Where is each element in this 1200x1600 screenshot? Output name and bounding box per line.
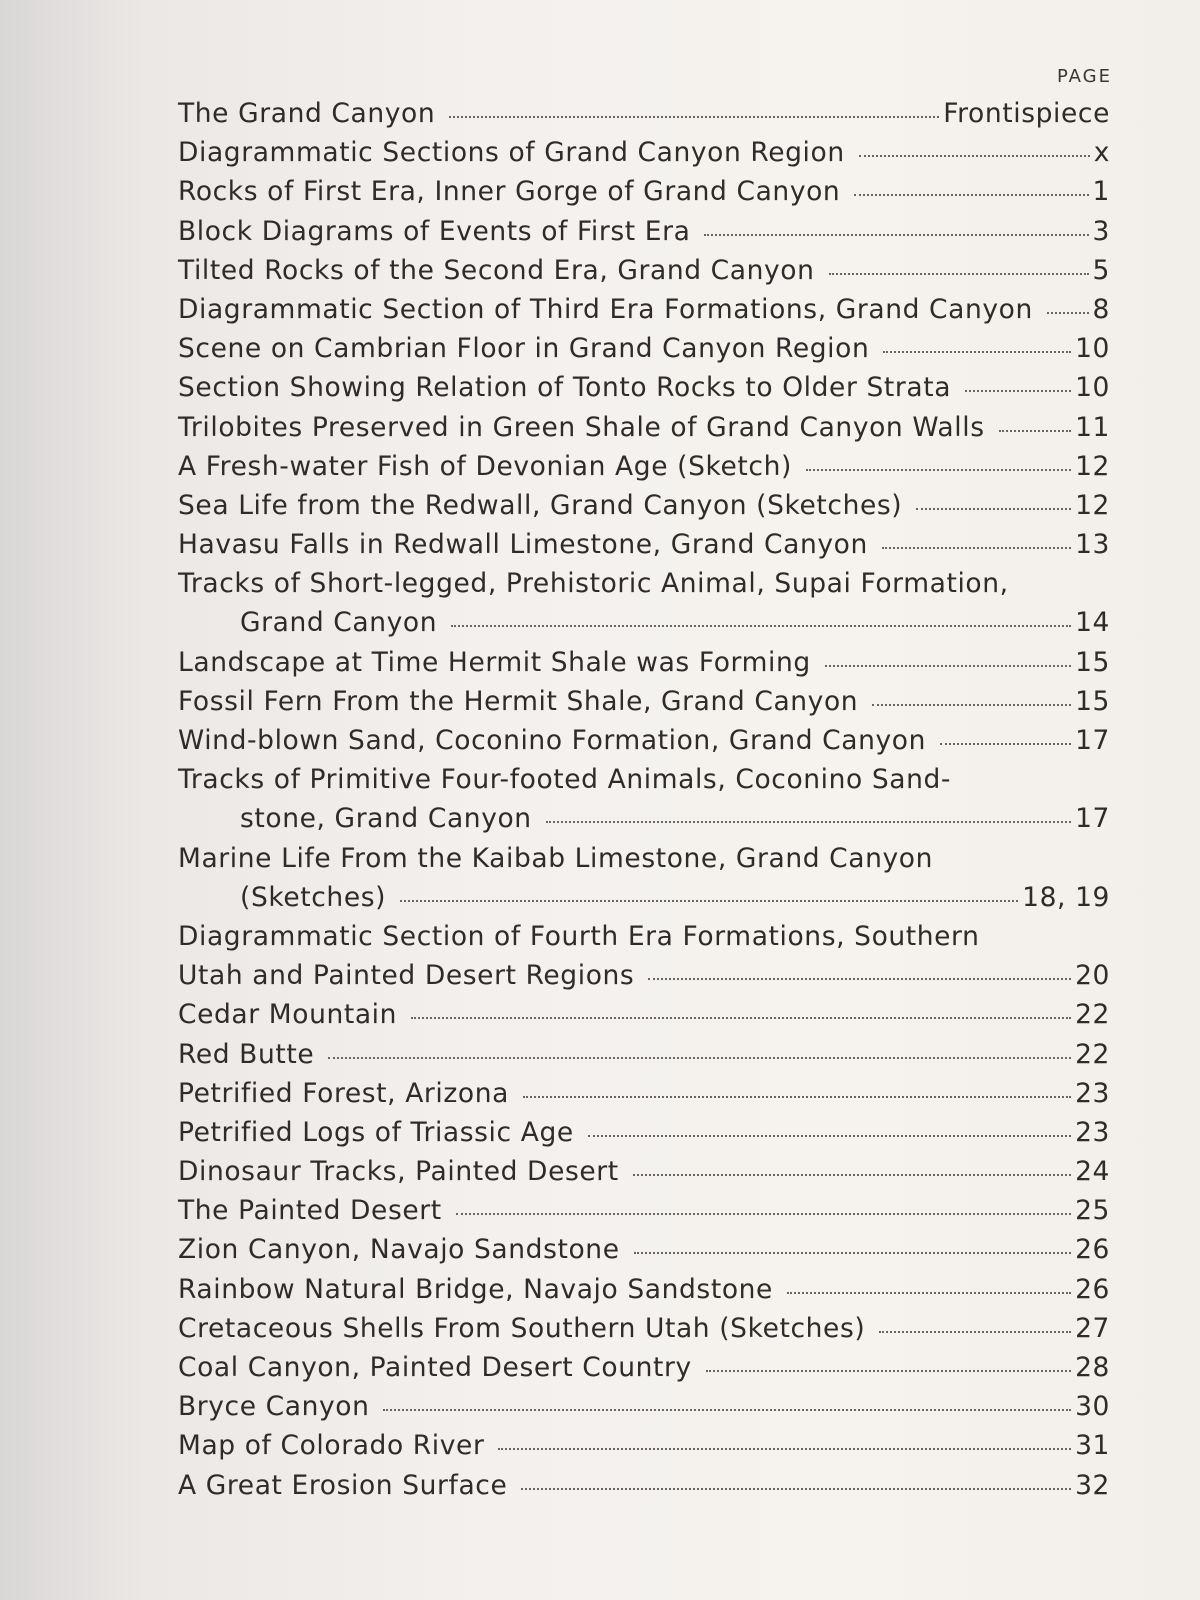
- toc-entry: [178, 525, 1110, 564]
- toc-entry: [178, 760, 1110, 838]
- toc-entry-title: A Fresh-water Fish of Devonian Age (Sketch): [178, 450, 792, 482]
- toc-entry-line: [178, 603, 1110, 642]
- toc-entry: [178, 486, 1110, 525]
- toc-entry-line: [178, 1270, 1110, 1309]
- dot-leader: [787, 1292, 1071, 1294]
- toc-entry-line: [178, 1387, 1110, 1426]
- toc-entry-page-number: 3: [1092, 215, 1110, 247]
- toc-entry-title: Rainbow Natural Bridge, Navajo Sandstone: [178, 1273, 773, 1305]
- toc-entry-page-number: 10: [1075, 372, 1110, 404]
- toc-entry-line: [178, 133, 1110, 172]
- dot-leader: [633, 1174, 1071, 1176]
- toc-entry-title: Section Showing Relation of Tonto Rocks to Older Strata: [178, 372, 952, 404]
- toc-entry-title: Diagrammatic Section of Fourth Era Formations, Southern: [178, 920, 980, 952]
- toc-entry-title: Zion Canyon, Navajo Sandstone: [178, 1234, 620, 1266]
- toc-entry-page-number: 22: [1075, 999, 1110, 1031]
- toc-entry: [178, 839, 1110, 917]
- toc-entry-title: Coal Canyon, Painted Desert Country: [178, 1352, 692, 1383]
- toc-entry-line: [178, 1309, 1110, 1348]
- toc-entry: [178, 1191, 1110, 1230]
- dot-leader: [704, 234, 1088, 236]
- toc-entry-title: Havasu Falls in Redwall Limestone, Grand Canyon: [178, 529, 868, 561]
- toc-entry-line: [178, 1230, 1110, 1269]
- toc-entry-title: Petrified Logs of Triassic Age: [178, 1116, 574, 1148]
- toc-entry-title: Trilobites Preserved in Green Shale of Grand Canyon Walls: [178, 411, 985, 443]
- toc-entry-title: Petrified Forest, Arizona: [178, 1077, 509, 1109]
- dot-leader: [940, 743, 1071, 745]
- toc-entry-line: [178, 799, 1110, 838]
- toc-entry-line: [178, 1074, 1110, 1113]
- toc-entry-page-number: Frontispiece: [943, 98, 1110, 129]
- toc-entry-title: A Great Erosion Surface: [178, 1469, 508, 1501]
- dot-leader: [400, 900, 1018, 902]
- toc-entry-page-number: 12: [1075, 450, 1110, 482]
- toc-entry-page-number: 31: [1075, 1430, 1110, 1462]
- toc-entry-title: Red Butte: [178, 1038, 315, 1070]
- dot-leader: [916, 508, 1071, 510]
- dot-leader: [879, 1331, 1071, 1333]
- toc-entry-line: [178, 290, 1110, 329]
- dot-leader: [411, 1017, 1071, 1019]
- dot-leader: [449, 116, 939, 118]
- toc-entry-line: [178, 995, 1110, 1034]
- toc-entry-line: [178, 1035, 1110, 1074]
- toc-entry: [178, 995, 1110, 1034]
- dot-leader: [634, 1252, 1071, 1254]
- dot-leader: [451, 625, 1071, 627]
- dot-leader: [883, 351, 1071, 353]
- toc-entry-title: Cretaceous Shells From Southern Utah (Sketches): [178, 1312, 866, 1344]
- toc-entry-line: [178, 917, 1110, 956]
- toc-entry-line: [178, 878, 1110, 917]
- toc-entry: [178, 1230, 1110, 1269]
- toc-entry-title: Marine Life From the Kaibab Limestone, Grand Canyon: [178, 842, 934, 874]
- dot-leader: [648, 978, 1071, 980]
- toc-entry-page-number: 14: [1075, 607, 1110, 639]
- toc-entry-line: [178, 525, 1110, 564]
- toc-entry-line: [178, 251, 1110, 290]
- dot-leader: [965, 390, 1071, 392]
- toc-entry-page-number: 23: [1075, 1116, 1110, 1148]
- dot-leader: [806, 469, 1071, 471]
- toc-entry-page-number: 25: [1075, 1195, 1110, 1227]
- page-column-header: PAGE: [1056, 66, 1112, 87]
- toc-entry-line: [178, 956, 1110, 995]
- toc-entry-page-number: 26: [1075, 1234, 1110, 1266]
- toc-entry-title: Grand Canyon: [240, 607, 438, 639]
- toc-entry: [178, 408, 1110, 447]
- toc-entry-page-number: 17: [1075, 725, 1110, 756]
- toc-entry: [178, 1270, 1110, 1309]
- toc-entry: [178, 251, 1110, 290]
- dot-leader: [456, 1213, 1071, 1215]
- toc-entry-page-number: 24: [1075, 1156, 1110, 1188]
- toc-entry-line: [178, 839, 1110, 878]
- toc-entry-line: [178, 1191, 1110, 1230]
- toc-entry: [178, 94, 1110, 133]
- toc-entry-title: The Grand Canyon: [178, 98, 436, 129]
- toc-entry: [178, 368, 1110, 407]
- toc-entry: [178, 917, 1110, 995]
- toc-entry-line: [178, 721, 1110, 760]
- toc-entry-title: The Painted Desert: [178, 1195, 442, 1227]
- toc-entry: [178, 1152, 1110, 1191]
- toc-entry-title: Tracks of Short-legged, Prehistoric Animal, Supai Formation,: [178, 568, 1009, 600]
- toc-entry: [178, 1426, 1110, 1465]
- toc-entry-line: [178, 1113, 1110, 1152]
- toc-entry-line: [178, 1466, 1110, 1505]
- toc-entry: [178, 682, 1110, 721]
- toc-entry-page-number: 30: [1075, 1391, 1110, 1423]
- dot-leader: [882, 547, 1071, 549]
- toc-entry-title: (Sketches): [240, 881, 387, 913]
- toc-entry: [178, 329, 1110, 368]
- toc-entry-line: [178, 643, 1110, 682]
- dot-leader: [999, 430, 1071, 432]
- dot-leader: [825, 665, 1071, 667]
- toc-entry-line: [178, 1348, 1110, 1387]
- toc-entry-page-number: 23: [1075, 1077, 1110, 1109]
- toc-entry-title: Landscape at Time Hermit Shale was Forming: [178, 646, 811, 678]
- toc-entry-line: [178, 682, 1110, 721]
- toc-entry-page-number: 15: [1075, 685, 1110, 717]
- dot-leader: [872, 704, 1071, 706]
- toc-entry-line: [178, 564, 1110, 603]
- toc-entry: [178, 133, 1110, 172]
- toc-entry-page-number: 13: [1075, 529, 1110, 561]
- toc-entry-title: Tracks of Primitive Four-footed Animals, Coconino Sand-: [178, 764, 952, 796]
- toc-entry-page-number: 11: [1075, 411, 1110, 443]
- toc-entry-line: [178, 408, 1110, 447]
- toc-entry-line: [178, 368, 1110, 407]
- toc-entry-page-number: 18, 19: [1022, 881, 1110, 913]
- toc-entry: [178, 564, 1110, 642]
- dot-leader: [546, 821, 1071, 823]
- toc-entry-title: Wind-blown Sand, Coconino Formation, Grand Canyon: [178, 725, 927, 756]
- dot-leader: [854, 194, 1088, 196]
- toc-entry: [178, 1309, 1110, 1348]
- toc-entry: [178, 1466, 1110, 1505]
- toc-entry-title: Diagrammatic Section of Third Era Formations, Grand Canyon: [178, 293, 1033, 325]
- toc-entry-title: Bryce Canyon: [178, 1391, 370, 1423]
- toc-entry-title: Dinosaur Tracks, Painted Desert: [178, 1156, 619, 1188]
- toc-entry-title: Cedar Mountain: [178, 999, 398, 1031]
- toc-entry-page-number: 10: [1075, 333, 1110, 365]
- toc-entry: [178, 212, 1110, 251]
- dot-leader: [383, 1409, 1071, 1411]
- toc-entry: [178, 172, 1110, 211]
- toc-entry-page-number: 20: [1075, 960, 1110, 992]
- toc-entry-page-number: x: [1093, 137, 1110, 169]
- toc-entry-title: Diagrammatic Sections of Grand Canyon Region: [178, 137, 845, 169]
- toc-entry-line: [178, 760, 1110, 799]
- dot-leader: [859, 155, 1090, 157]
- toc-entry-page-number: 17: [1075, 803, 1110, 835]
- toc-entry: [178, 1113, 1110, 1152]
- toc-entry-line: [178, 329, 1110, 368]
- toc-entry-line: [178, 1152, 1110, 1191]
- toc-entry: [178, 1348, 1110, 1387]
- toc-entry-line: [178, 1426, 1110, 1465]
- dot-leader: [829, 273, 1089, 275]
- dot-leader: [498, 1448, 1071, 1450]
- toc-entry-title: Scene on Cambrian Floor in Grand Canyon Region: [178, 333, 870, 365]
- dot-leader: [521, 1488, 1071, 1490]
- dot-leader: [588, 1135, 1071, 1137]
- toc-entry: [178, 721, 1110, 760]
- toc-entry-line: [178, 486, 1110, 525]
- toc-entry: [178, 1035, 1110, 1074]
- toc-entry: [178, 290, 1110, 329]
- dot-leader: [523, 1096, 1071, 1098]
- toc-entry-line: [178, 447, 1110, 486]
- toc-entry-title: stone, Grand Canyon: [240, 803, 532, 835]
- toc-entry-page-number: 8: [1092, 293, 1110, 325]
- toc-entry-page-number: 5: [1092, 254, 1110, 286]
- toc-entry-line: [178, 172, 1110, 211]
- illustrations-list: [178, 94, 1110, 1505]
- toc-entry-line: [178, 212, 1110, 251]
- toc-entry-page-number: 22: [1075, 1038, 1110, 1070]
- toc-entry-page-number: 27: [1075, 1312, 1110, 1344]
- toc-entry-title: Fossil Fern From the Hermit Shale, Grand Canyon: [178, 685, 859, 717]
- dot-leader: [706, 1370, 1071, 1372]
- toc-entry: [178, 1074, 1110, 1113]
- toc-entry-title: Rocks of First Era, Inner Gorge of Grand Canyon: [178, 176, 841, 208]
- toc-entry-page-number: 28: [1075, 1352, 1110, 1383]
- toc-entry-title: Map of Colorado River: [178, 1430, 485, 1462]
- dot-leader: [328, 1057, 1071, 1059]
- dot-leader: [1047, 312, 1089, 314]
- toc-entry-page-number: 15: [1075, 646, 1110, 678]
- toc-entry-page-number: 12: [1075, 489, 1110, 521]
- toc-entry-title: Block Diagrams of Events of First Era: [178, 215, 691, 247]
- toc-entry-page-number: 26: [1075, 1273, 1110, 1305]
- toc-entry-title: Sea Life from the Redwall, Grand Canyon (Sketches): [178, 489, 903, 521]
- toc-entry-title: Utah and Painted Desert Regions: [178, 960, 635, 992]
- toc-entry-line: [178, 94, 1110, 133]
- toc-entry: [178, 447, 1110, 486]
- toc-entry-page-number: 1: [1092, 176, 1110, 208]
- toc-entry: [178, 1387, 1110, 1426]
- toc-entry-title: Tilted Rocks of the Second Era, Grand Canyon: [178, 254, 815, 286]
- toc-entry-page-number: 32: [1075, 1469, 1110, 1501]
- toc-entry: [178, 643, 1110, 682]
